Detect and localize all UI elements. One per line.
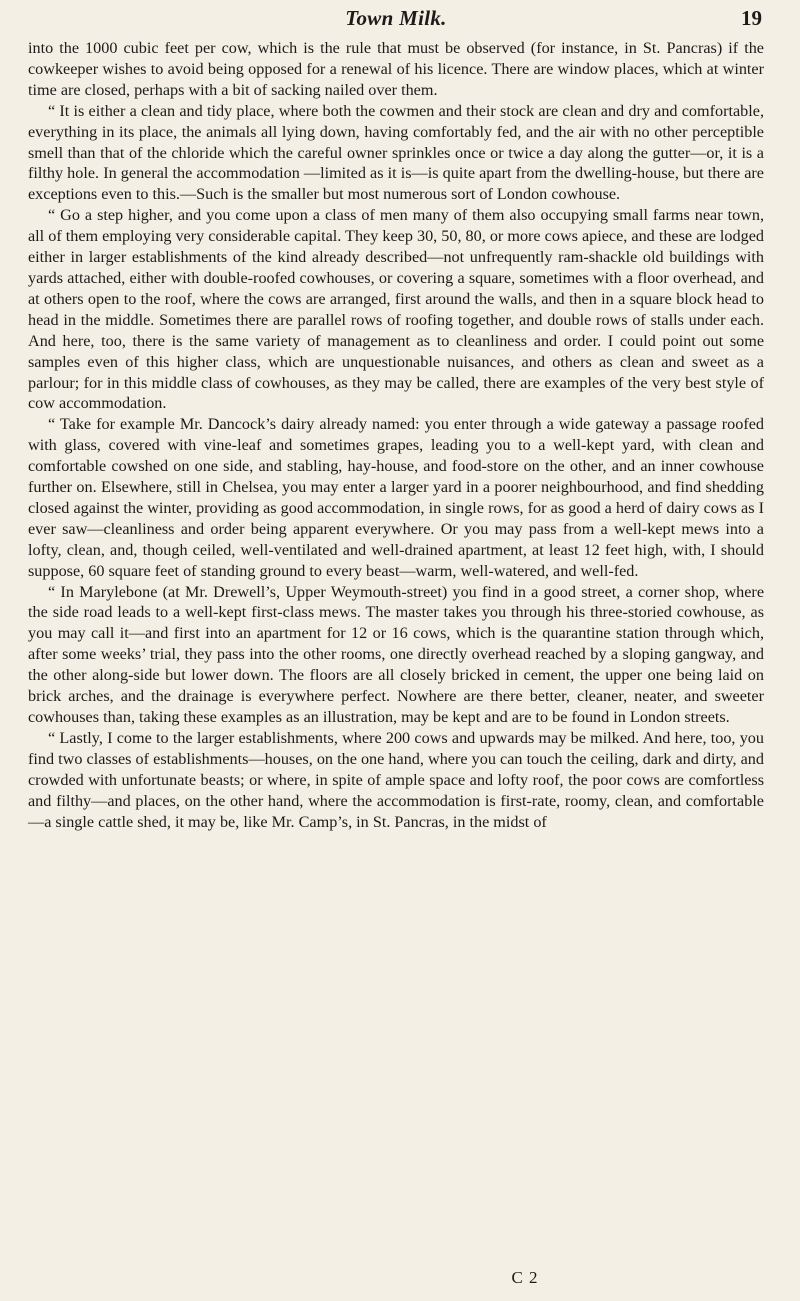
- body-text: [28, 38, 764, 832]
- paragraph-middle-class: “ Go a step higher, and you come upon a class of men many of them also occupying small farms near town, all of them employing very considerable capital. They keep 30, 50, 80, or more cows apiece, and these are lodged either in larger establishments of the kind already described—not unfrequently ram-shackle old buildings with yards attached, either with double-roofed cowhouses, or covering a square, sometimes with a floor overhead, and at others open to the roof, where the cows are arranged, first around the walls, and then in a square block head to head in the middle. Sometimes there are parallel rows of roofing together, and double rows of stalls under each. And here, too, there is the same variety of management as to cleanliness and order. I could point out some samples even of this higher class, which are unquestionable nuisances, and others as clean and sweet as a parlour; for in this middle class of cowhouses, as they may be called, there are examples of the very best style of cow accommodation.: [28, 206, 764, 413]
- running-title: Town Milk.: [345, 6, 447, 30]
- signature-mark: C 2: [511, 1268, 539, 1287]
- paragraph-continued: into the 1000 cubic feet per cow, which is the rule that must be observed (for instance, in St. Pancras) if the cowkeeper wishes to avoid being opposed for a renewal of his licence. There are window places, which at winter time are closed, perhaps with a bit of sacking nailed over them.: [28, 39, 764, 99]
- running-head: [28, 2, 764, 38]
- paragraph-dancock-dairy: “ Take for example Mr. Dancock’s dairy already named: you enter through a wide gateway a passage roofed with glass, covered with vine-leaf and sometimes grapes, leading you to a well-kept yard, with clean and comfortable cowshed on one side, and stabling, hay-house, and food-store on the other, and an inner cowhouse further on. Elsewhere, still in Chelsea, you may enter a larger yard in a poorer neighbourhood, and find shedding closed against the winter, providing as good accommodation, in single rows, for as good a herd of dairy cows as I ever saw—cleanliness and order being apparent everywhere. Or you may pass from a well-kept mews into a lofty, clean, and, though ceiled, well-ventilated and well-drained apartment, at least 12 feet high, with, I should suppose, 60 square feet of standing ground to every beast—warm, well-watered, and well-fed.: [28, 415, 764, 580]
- page-number: 19: [741, 6, 762, 30]
- paragraph-larger-establishments: “ Lastly, I come to the larger establishments, where 200 cows and upwards may be milked. And here, too, you find two classes of establishments—houses, on the one hand, where you can touch the ceiling, dark and dirty, and crowded with unfortunate beasts; or where, in spite of ample space and lofty roof, the poor cows are comfortless and filthy—and places, on the other hand, where the accommodation is first-rate, roomy, clean, and comfortable—a single cattle shed, it may be, like Mr. Camp’s, in St. Pancras, in the midst of: [28, 728, 764, 831]
- paragraph-cowhouse-types: “ It is either a clean and tidy place, where both the cowmen and their stock are clean and dry and comfortable, everything in its place, the animals all lying down, having comfortably fed, and the air with no other perceptible smell than that of the chloride which the careful owner sprinkles once or twice a day along the gutter—or, it is a filthy hole. In general the accommodation —limited as it is—is quite apart from the dwelling-house, but there are exceptions even to this.—Such is the smaller but most numerous sort of London cowhouse.: [28, 101, 764, 204]
- paragraph-marylebone: “ In Marylebone (at Mr. Drewell’s, Upper Weymouth-street) you find in a good street, a corner shop, where the side road leads to a well-kept first-class mews. The master takes you through his three-storied cowhouse, as you may call it—and first into an apartment for 12 or 16 cows, which is the quarantine station through which, after some weeks’ trial, they pass into the other rooms, one directly overhead reached by a sloping gangway, and the other along-side but lower down. The floors are all closely bricked in cement, the upper one being laid on brick arches, and the drainage is everywhere perfect. Nowhere are there better, cleaner, neater, and sweeter cowhouses than, taking these examples as an illustration, may be kept and are to be found in London streets.: [28, 582, 764, 726]
